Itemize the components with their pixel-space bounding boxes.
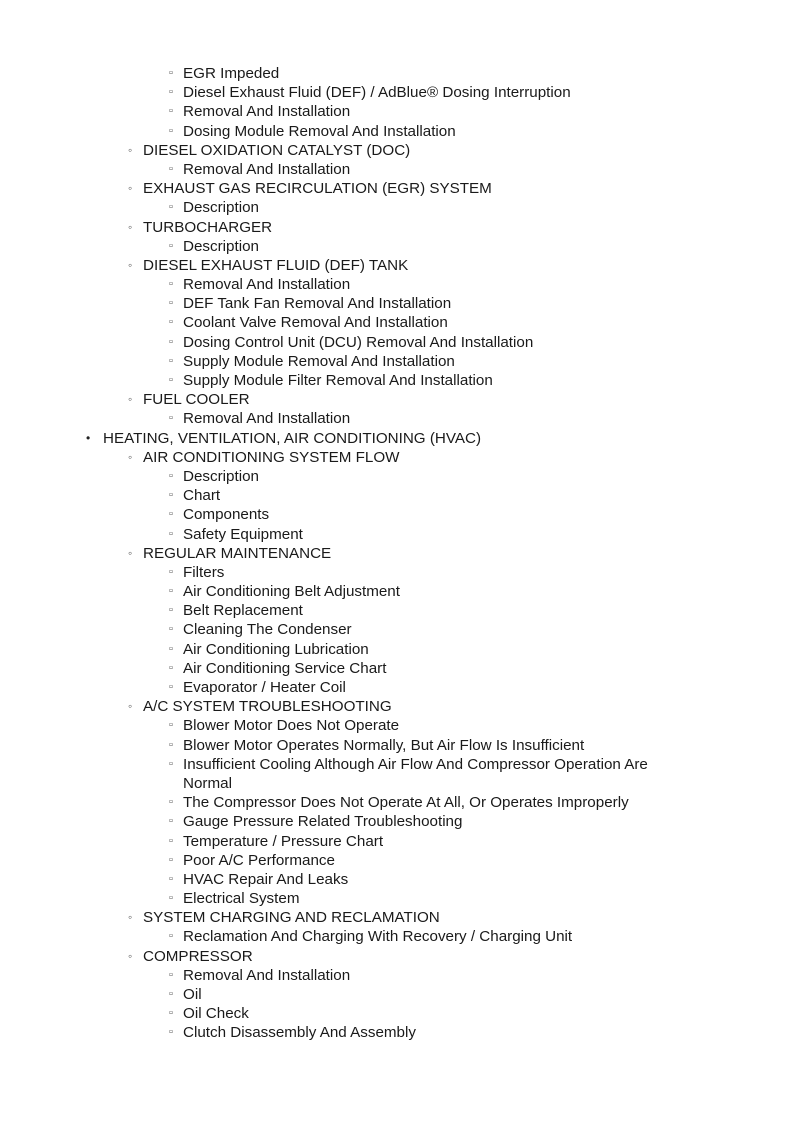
toc-entry-text: Insufficient Cooling Although Air Flow And Compressor Operation Are [183,755,648,773]
toc-entry-text: EGR Impeded [183,65,280,82]
bullet-icon: ◦ [128,219,133,234]
toc-entry-text: Diesel Exhaust Fluid (DEF) / AdBlue® Dosing Interruption [183,84,571,102]
bullet-icon: ◦ [128,449,133,464]
toc-entry-text: Removal And Installation [183,103,351,121]
bullet-icon: ▫ [169,623,173,636]
toc-entry-level-3 [0,1004,794,1023]
bullet-icon: ▫ [169,968,173,981]
bullet-icon: ▫ [169,719,173,732]
toc-entry-level-3 [0,736,794,755]
toc-entry-level-2 [0,256,794,275]
toc-entry-level-3 [0,716,794,735]
toc-entry-text: Blower Motor Operates Normally, But Air Flow Is Insufficient [183,736,585,754]
bullet-icon: ▫ [169,892,173,905]
toc-entry-text: Blower Motor Does Not Operate [183,717,400,735]
toc-entry-level-3 [0,870,794,889]
toc-entry-level-3 [0,659,794,678]
toc-entry-level-3 [0,640,794,659]
toc-entry-level-3 [0,966,794,985]
bullet-icon: ▫ [169,853,173,866]
toc-entry-level-3 [0,102,794,121]
bullet-icon: ▫ [169,105,173,118]
bullet-icon: ◦ [128,142,133,157]
toc-entry-level-3 [0,832,794,851]
toc-entry-text: Poor A/C Performance [183,851,335,869]
bullet-icon: ▫ [169,738,173,751]
bullet-icon: ▫ [169,796,173,809]
toc-entry-level-3 [0,755,794,774]
bullet-icon: ▫ [169,67,173,79]
toc-entry-text: HVAC Repair And Leaks [183,870,349,888]
toc-entry-continuation [0,774,794,793]
bullet-icon: ▫ [169,469,173,482]
bullet-icon: ▫ [169,489,173,502]
toc-entry-level-2 [0,947,794,966]
bullet-icon: ▫ [169,1026,173,1039]
toc-entry-text: Coolant Valve Removal And Installation [183,314,448,332]
toc-entry-text: Air Conditioning Service Chart [183,659,387,677]
toc-entry-text: Description [183,467,259,485]
bullet-icon: ▫ [169,930,173,943]
toc-entry-level-3 [0,467,794,486]
bullet-icon: ▫ [169,201,173,214]
toc-entry-level-2 [0,544,794,563]
bullet-icon: • [86,430,91,445]
toc-entry-text: Reclamation And Charging With Recovery / Charging Unit [183,928,573,946]
toc-entry-text: HEATING, VENTILATION, AIR CONDITIONING (HVAC) [103,429,482,447]
bullet-icon: ▫ [169,335,173,348]
bullet-icon: ▫ [169,1007,173,1020]
bullet-icon: ▫ [169,124,173,137]
toc-entry-text: Temperature / Pressure Chart [183,832,384,850]
bullet-icon: ▫ [169,239,173,252]
bullet-icon: ▫ [169,412,173,425]
toc-entry-level-3 [0,198,794,217]
toc-entry-text: Air Conditioning Lubrication [183,640,369,658]
toc-entry-text: Description [183,237,259,255]
bullet-icon: ◦ [128,948,133,963]
toc-entry-text: Removal And Installation [183,966,351,984]
toc-entry-text: DIESEL OXIDATION CATALYST (DOC) [143,141,411,159]
bullet-icon: ◦ [128,392,133,407]
bullet-icon: ▫ [169,297,173,310]
toc-entry-level-1 [0,429,794,448]
toc-entry-text: Chart [183,487,221,505]
toc-entry-text: Dosing Module Removal And Installation [183,122,456,140]
toc-entry-level-2 [0,179,794,198]
toc-entry-text: EXHAUST GAS RECIRCULATION (EGR) SYSTEM [143,180,492,198]
toc-entry-text: Removal And Installation [183,410,351,428]
toc-entry-text: Clutch Disassembly And Assembly [183,1024,416,1042]
bullet-icon: ▫ [169,757,173,770]
toc-entry-text-continued: Normal [183,774,232,792]
toc-entry-text: Gauge Pressure Related Troubleshooting [183,813,463,831]
toc-entry-text: Safety Equipment [183,525,303,543]
bullet-icon: ▫ [169,585,173,598]
toc-entry-text: Supply Module Filter Removal And Installation [183,372,493,389]
toc-entry-level-3 [0,160,794,179]
bullet-icon: ◦ [128,545,133,560]
bullet-icon: ▫ [169,872,173,885]
toc-entry-text: COMPRESSOR [143,947,253,965]
toc-entry-level-3 [0,122,794,141]
toc-entry-level-3 [0,678,794,697]
toc-entry-level-3 [0,64,794,83]
table-of-contents [0,64,794,1043]
bullet-icon: ▫ [169,278,173,291]
toc-entry-level-2 [0,448,794,467]
toc-entry-text: AIR CONDITIONING SYSTEM FLOW [143,448,400,466]
toc-entry-text: Dosing Control Unit (DCU) Removal And Installation [183,333,534,351]
toc-entry-text: A/C SYSTEM TROUBLESHOOTING [143,698,392,716]
toc-entry-level-3 [0,333,794,352]
toc-entry-level-2 [0,390,794,409]
bullet-icon: ◦ [128,257,133,272]
toc-entry-level-3 [0,237,794,256]
toc-entry-level-3 [0,620,794,639]
toc-entry-text: The Compressor Does Not Operate At All, Or Operates Improperly [183,794,629,812]
toc-entry-level-3 [0,927,794,946]
bullet-icon: ▫ [169,642,173,655]
toc-entry-text: TURBOCHARGER [143,218,273,236]
toc-entry-text: Description [183,199,259,217]
toc-entry-level-3 [0,409,794,428]
toc-entry-level-3 [0,83,794,102]
bullet-icon: ▫ [169,316,173,329]
bullet-icon: ▫ [169,374,173,386]
toc-entry-level-3 [0,793,794,812]
bullet-icon: ▫ [169,661,173,674]
bullet-icon: ▫ [169,604,173,617]
bullet-icon: ▫ [169,527,173,540]
bullet-icon: ▫ [169,834,173,847]
toc-entry-level-3 [0,1023,794,1042]
bullet-icon: ◦ [128,699,133,714]
bullet-icon: ▫ [169,86,173,99]
bullet-icon: ▫ [169,354,173,367]
toc-entry-level-3 [0,985,794,1004]
toc-entry-text: DEF Tank Fan Removal And Installation [183,295,452,313]
toc-entry-level-2 [0,908,794,927]
toc-entry-text: SYSTEM CHARGING AND RECLAMATION [143,909,440,927]
toc-entry-level-3 [0,889,794,908]
toc-entry-level-3 [0,582,794,601]
toc-entry-level-3 [0,851,794,870]
toc-entry-text: REGULAR MAINTENANCE [143,544,332,562]
toc-entry-text: Removal And Installation [183,160,351,178]
toc-entry-level-2 [0,697,794,716]
toc-entry-level-2 [0,218,794,237]
toc-entry-text: Evaporator / Heater Coil [183,679,346,696]
toc-entry-text: Air Conditioning Belt Adjustment [183,583,400,601]
toc-entry-text: Supply Module Removal And Installation [183,352,455,370]
bullet-icon: ▫ [169,565,173,578]
toc-entry-level-3 [0,313,794,332]
toc-entry-text: Removal And Installation [183,276,351,294]
toc-entry-level-3 [0,352,794,371]
bullet-icon: ▫ [169,815,173,828]
toc-entry-text: Oil [183,986,202,1003]
toc-entry-level-3 [0,812,794,831]
toc-entry-level-2 [0,141,794,160]
toc-entry-text: Belt Replacement [183,602,303,620]
toc-entry-level-3 [0,601,794,620]
toc-entry-text: Components [183,506,270,524]
toc-entry-level-3 [0,486,794,505]
toc-entry-text: Filters [183,563,225,581]
bullet-icon: ▫ [169,681,173,693]
toc-entry-level-3 [0,294,794,313]
bullet-icon: ◦ [128,181,133,196]
bullet-icon: ▫ [169,162,173,175]
toc-entry-level-3 [0,275,794,294]
toc-entry-level-3 [0,505,794,524]
toc-entry-level-3 [0,371,794,390]
bullet-icon: ▫ [169,508,173,521]
toc-entry-level-3 [0,563,794,582]
toc-entry-text: FUEL COOLER [143,391,250,409]
toc-entry-text: Electrical System [183,890,300,908]
toc-entry-text: Oil Check [183,1005,249,1023]
bullet-icon: ◦ [128,910,133,925]
bullet-icon: ▫ [169,988,173,1000]
toc-entry-text: DIESEL EXHAUST FLUID (DEF) TANK [143,256,409,274]
toc-entry-level-3 [0,525,794,544]
toc-entry-text: Cleaning The Condenser [183,621,352,639]
